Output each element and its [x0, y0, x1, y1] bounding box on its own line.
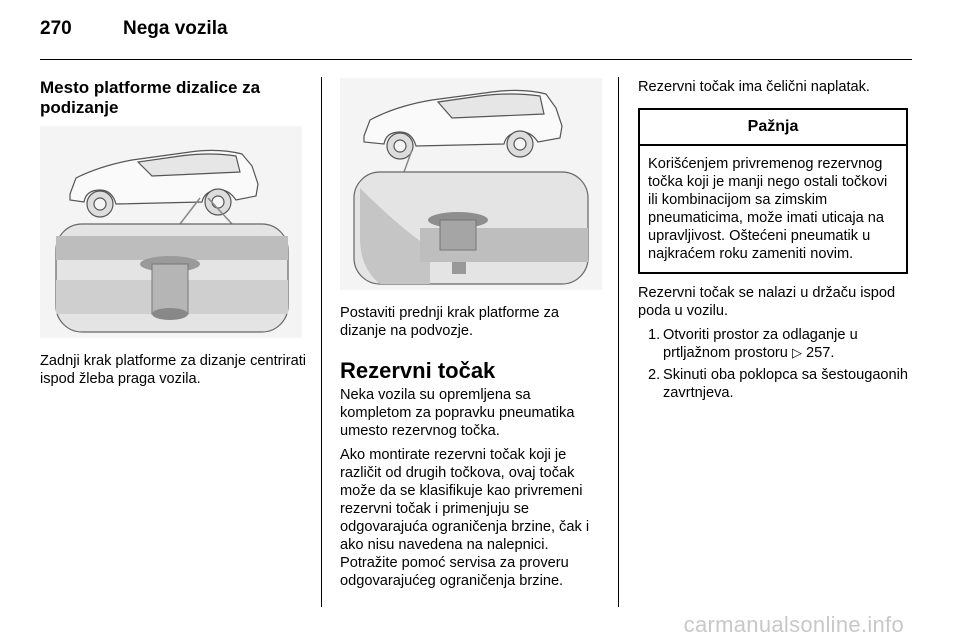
column-1 [40, 78, 310, 388]
paragraph-spare-location: Rezervni točak se nalazi u držaču ispod poda u vozilu. [638, 285, 896, 319]
page-reference[interactable]: 257. [806, 345, 835, 361]
step-text: Skinuti oba poklopca sa šestougaonih zavrtnjeva. [663, 367, 909, 401]
page-number: 270 [40, 18, 72, 39]
page-header [40, 14, 912, 50]
notice-text: Korišćenjem privremenog rezervnog točka koji je manji nego ostali točkovi ili kombinacijom sa zimskim pneumaticima, može imati uticaja na upravljivost. Oštećeni pneumatik u najkraćem roku zameniti novim. [648, 156, 888, 262]
column-3 [638, 78, 910, 406]
steps-list [638, 326, 910, 402]
section-heading-lift-points: Mesto platforme dizalice za podizanje [40, 78, 261, 117]
caption-rear-arm: Zadnji krak platforme za dizanje centrirati ispod žleba praga vozila. [40, 353, 307, 387]
column-divider-1 [321, 77, 322, 607]
step-text: Otvoriti prostor za odlaganje u prtljažnom prostoru [663, 327, 858, 361]
page-reference-arrow-icon: ▷ [791, 345, 802, 360]
rear-lift-arm-illustration [40, 126, 302, 338]
front-lift-arm-illustration [340, 78, 602, 290]
paragraph-steel-rim: Rezervni točak ima čelični naplatak. [638, 79, 870, 95]
caption-front-arm: Postaviti prednji krak platforme za dizanje na podvozje. [340, 305, 559, 339]
step-number: 2. [648, 367, 661, 383]
chapter-title: Nega vozila [123, 18, 228, 39]
watermark: carmanualsonline.info [683, 612, 904, 637]
paragraph-temporary-spare: Ako montirate rezervni točak koji je različit od drugih točkova, ovaj točak može da se klasifikuje kao privremeni rezervni točak i primenjuju se odgovarajuća ograničenja brzine, čak i ako nisu navedena na nalepnici. Potražite pomoć servisa za proveru odgovarajućeg ograničenja brzine. [340, 447, 590, 589]
step-number: 1. [648, 327, 661, 343]
header-rule [40, 59, 912, 60]
column-divider-2 [618, 77, 619, 607]
caution-notice [638, 108, 908, 274]
step-1 [638, 326, 910, 362]
column-2 [340, 78, 605, 590]
notice-title: Pažnja [640, 110, 906, 146]
step-2 [638, 366, 910, 402]
section-title-spare-wheel: Rezervni točak [340, 358, 496, 383]
paragraph-repair-kit: Neka vozila su opremljena sa kompletom za popravku pneumatika umesto rezervnog točka. [340, 387, 575, 439]
